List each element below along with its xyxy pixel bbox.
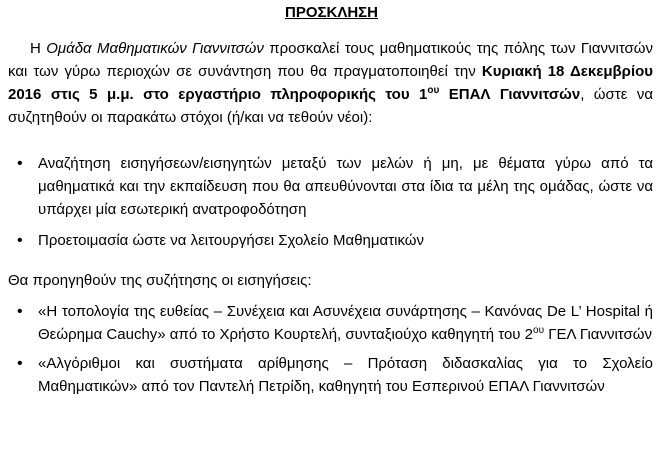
bullet-icon: • [17,232,23,249]
list-item [8,229,653,252]
document-title: ΠΡΟΣΚΛΗΣΗ [284,4,378,21]
meeting-date-place-end: ΕΠΑΛ Γιαννιτσών [439,86,581,103]
intro-text: προσκαλεί τους μαθηματικούς της πόλης των Γιαννιτσών και των γύρω περιοχών σε συνάντηση που θα πραγματοποιηθεί την [8,40,654,80]
talk-text: «Αλγόριθμοι και συστήματα αρίθμησης – Πρόταση διδασκαλίας για το Σχολείο Μαθηματικών» από τον Παντελή Πετρίδη, καθηγητή του Εσπερινού ΕΠΑΛ Γιαννιτσών [38,355,653,395]
intro-paragraph [8,37,653,129]
goals-list [8,152,653,260]
bullet-icon: • [17,355,23,372]
talk-text: «Η τοπολογία της ευθείας – Συνέχεια και Ασυνέχεια συνάρτησης – Κανόνας De L’ Hospital ή Θεώρημα Cauchy» από το Χρήστο Κουρτελή, συνταξιούχο καθηγητή του 2 [38,303,653,343]
ordinal-superscript: ου [533,325,545,336]
list-item [8,352,653,398]
meeting-date-place-text: Κυριακή 18 Δεκεμβρίου 2016 στις 5 μ.μ. στο εργαστήριο πληροφορικής του 1 [8,63,654,103]
bullet-icon: • [17,155,23,172]
group-name: Ομάδα Μαθηματικών Γιαννιτσών [46,40,264,57]
intro-text-end: , ώστε να συζητηθούν οι παρακάτω στόχοι (ή/και να τεθούν νέοι): [8,86,654,126]
talks-intro: Θα προηγηθούν της συζήτησης οι εισηγήσεις: [8,272,312,289]
intro-article: Η [30,40,47,57]
list-item [8,300,653,346]
bullet-icon: • [17,303,23,320]
talk-text-end: ΓΕΛ Γιαννιτσών [544,326,652,343]
ordinal-superscript: ου [427,85,440,96]
goal-text: Προετοιμασία ώστε να λειτουργήσει Σχολείο Μαθηματικών [38,232,424,249]
talks-list [8,300,653,404]
list-item [8,152,653,221]
goal-text: Αναζήτηση εισηγήσεων/εισηγητών μεταξύ των μελών ή μη, με θέματα γύρω από τα μαθηματικά και την εκπαίδευση που θα απευθύνονται στα ίδια τα μέλη της ομάδας, ώστε να υπάρχει μία εσωτερική ανατροφοδότηση [38,155,653,218]
